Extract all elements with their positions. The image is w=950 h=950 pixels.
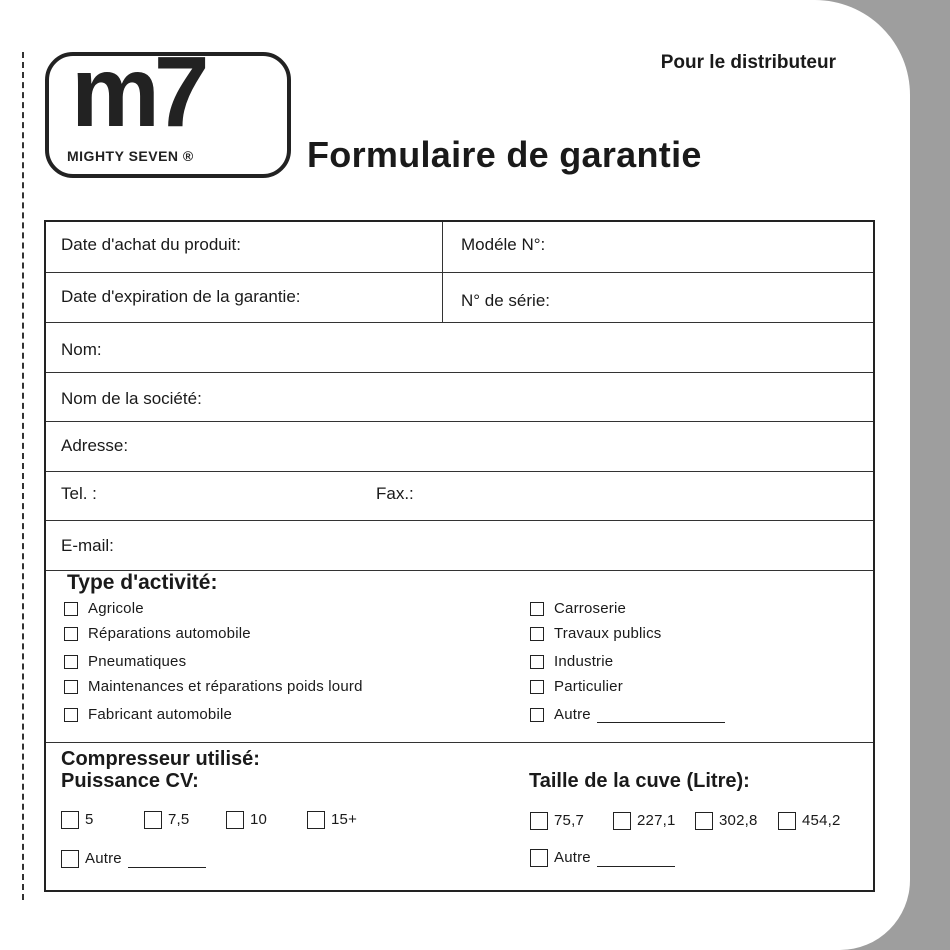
row-expiry-serial — [46, 273, 873, 323]
row-name — [46, 323, 873, 373]
other-input-line[interactable] — [597, 722, 725, 723]
row-company — [46, 373, 873, 422]
tank-option-other[interactable]: Autre — [530, 849, 675, 867]
other-input-line[interactable] — [597, 866, 675, 867]
perforation-line — [22, 52, 24, 900]
row-address — [46, 422, 873, 472]
checkbox[interactable] — [307, 811, 325, 829]
checkbox[interactable] — [530, 627, 544, 641]
checkbox[interactable] — [61, 811, 79, 829]
address-field[interactable]: Adresse: — [61, 436, 129, 455]
activity-option[interactable]: Maintenances et réparations poids lourd — [64, 678, 363, 695]
checkbox[interactable] — [64, 708, 78, 722]
name-field[interactable]: Nom: — [61, 340, 102, 359]
tel-field[interactable]: Tel. : — [61, 484, 97, 503]
activity-option[interactable]: Particulier — [530, 678, 623, 695]
activity-option[interactable]: Travaux publics — [530, 625, 662, 642]
activity-title: Type d'activité: — [67, 571, 218, 594]
power-option[interactable]: 10 — [226, 811, 267, 829]
compressor-title: Compresseur utilisé: — [61, 748, 260, 770]
checkbox[interactable] — [530, 655, 544, 669]
serial-no-field[interactable]: N° de série: — [461, 291, 551, 310]
checkbox[interactable] — [695, 812, 713, 830]
checkbox[interactable] — [64, 680, 78, 694]
checkbox[interactable] — [530, 812, 548, 830]
checkbox[interactable] — [530, 602, 544, 616]
power-option[interactable]: 5 — [61, 811, 94, 829]
activity-option[interactable]: Carroserie — [530, 600, 626, 617]
checkbox[interactable] — [778, 812, 796, 830]
other-input-line[interactable] — [128, 867, 206, 868]
checkbox[interactable] — [64, 602, 78, 616]
warranty-expiry-field[interactable]: Date d'expiration de la garantie: — [61, 287, 301, 306]
checkbox[interactable] — [530, 849, 548, 867]
tank-option[interactable]: 454,2 — [778, 812, 841, 830]
checkbox[interactable] — [226, 811, 244, 829]
activity-option[interactable]: Réparations automobile — [64, 625, 251, 642]
logo-name: MIGHTY SEVEN ® — [67, 148, 194, 164]
checkbox[interactable] — [64, 655, 78, 669]
mighty-seven-logo — [45, 36, 291, 178]
activity-option[interactable]: Fabricant automobile — [64, 706, 232, 723]
power-title: Puissance CV: — [61, 770, 199, 792]
row-email — [46, 521, 873, 571]
company-field[interactable]: Nom de la société: — [61, 389, 202, 408]
row-purchase-model — [46, 222, 873, 273]
email-field[interactable]: E-mail: — [61, 536, 114, 555]
checkbox[interactable] — [530, 680, 544, 694]
power-option-other[interactable]: Autre — [61, 850, 206, 868]
checkbox[interactable] — [64, 627, 78, 641]
tank-option[interactable]: 227,1 — [613, 812, 676, 830]
power-option[interactable]: 7,5 — [144, 811, 189, 829]
activity-section — [46, 571, 873, 743]
activity-option[interactable]: Agricole — [64, 600, 144, 617]
fax-field[interactable]: Fax.: — [376, 484, 414, 503]
logo-mark: m7 — [71, 36, 204, 148]
model-no-field[interactable]: Modéle N°: — [461, 235, 546, 254]
checkbox[interactable] — [530, 708, 544, 722]
row-tel-fax — [46, 472, 873, 521]
tank-option[interactable]: 75,7 — [530, 812, 584, 830]
purchase-date-field[interactable]: Date d'achat du produit: — [61, 235, 241, 254]
tank-title: Taille de la cuve (Litre): — [529, 770, 750, 792]
warranty-form — [44, 220, 875, 892]
checkbox[interactable] — [144, 811, 162, 829]
page-title: Formulaire de garantie — [307, 134, 702, 175]
tank-option[interactable]: 302,8 — [695, 812, 758, 830]
distributor-label: Pour le distributeur — [660, 52, 836, 73]
power-option[interactable]: 15+ — [307, 811, 357, 829]
activity-option[interactable]: Industrie — [530, 653, 613, 670]
activity-option[interactable]: Pneumatiques — [64, 653, 186, 670]
activity-option-other[interactable]: Autre — [530, 706, 725, 723]
checkbox[interactable] — [61, 850, 79, 868]
checkbox[interactable] — [613, 812, 631, 830]
